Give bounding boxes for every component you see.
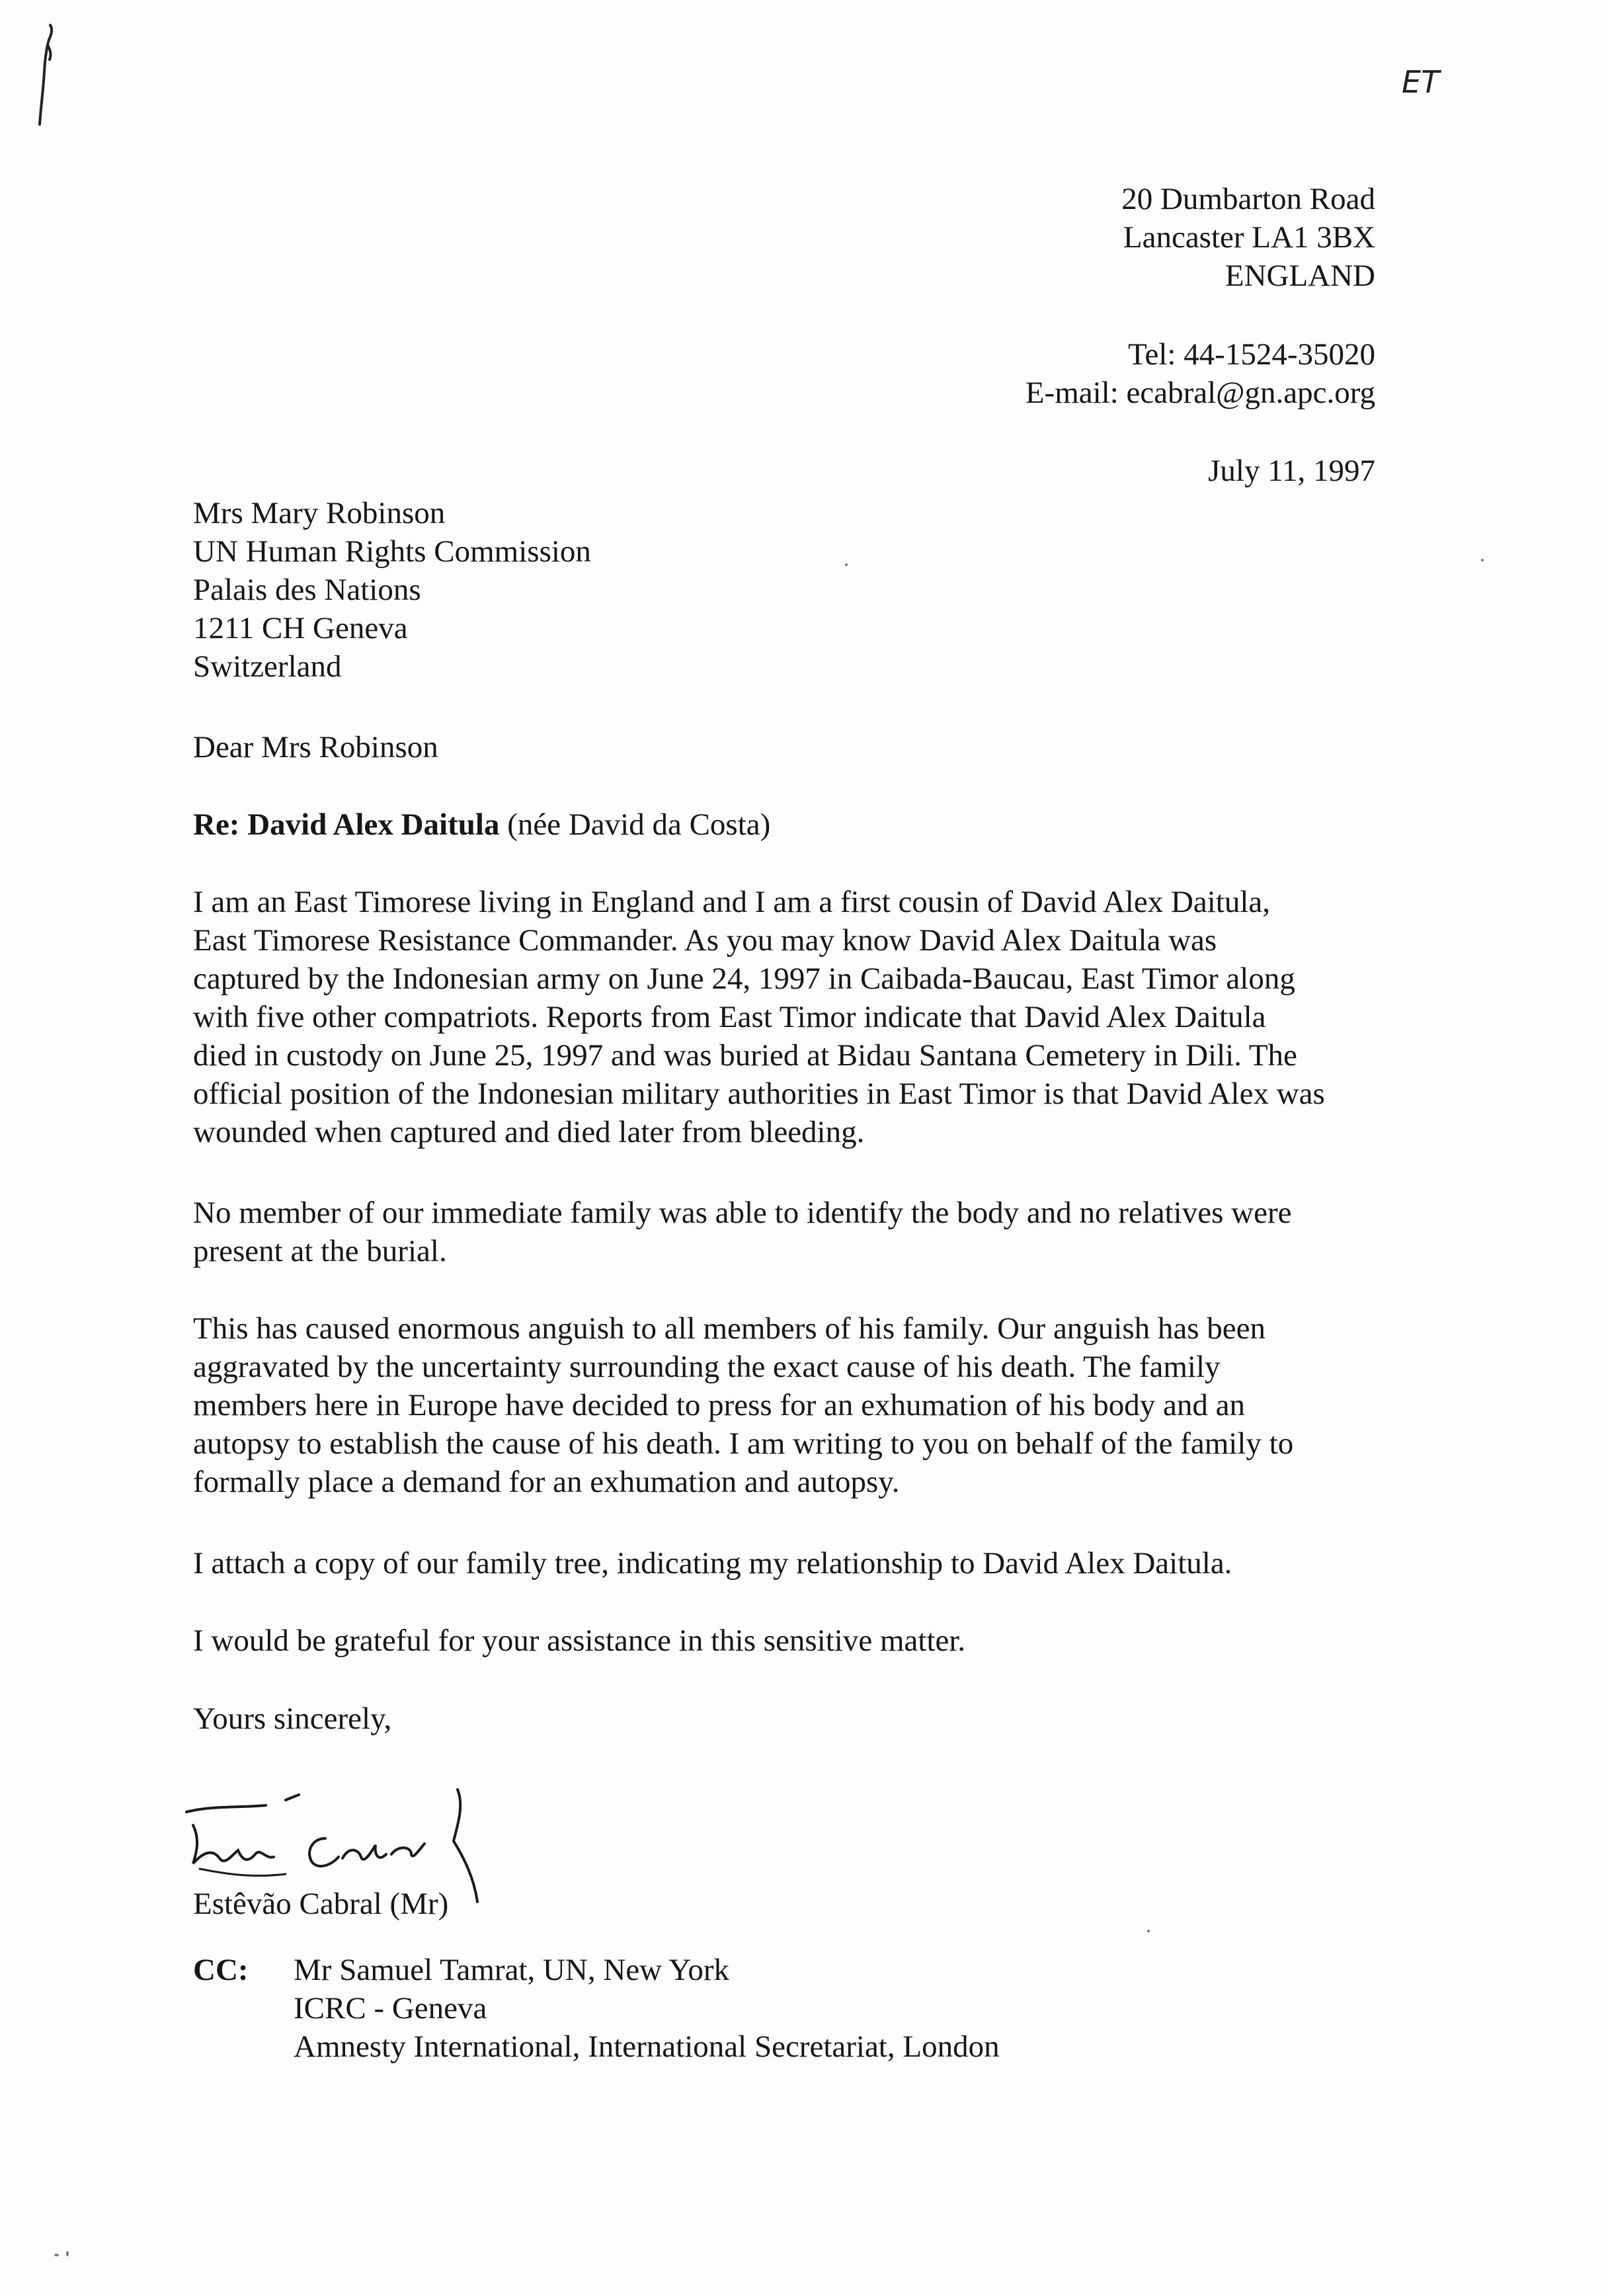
recipient-line: UN Human Rights Commission [193,534,591,569]
paragraph-line: I attach a copy of our family tree, indicating my relationship to David Alex Daitula. [193,1546,1232,1580]
sender-address-line: 20 Dumbarton Road [1121,182,1375,216]
paragraph-line: formally place a demand for an exhumation and autopsy. [193,1465,900,1499]
recipient-address [193,494,591,686]
sender-contact [1025,335,1375,412]
paragraph-line: autopsy to establish the cause of his death. I am writing to you on behalf of the family to [193,1426,1294,1461]
scan-speck [1147,1930,1150,1932]
paragraph-line: East Timorese Resistance Commander. As you may know David Alex Daitula was [193,923,1217,958]
recipient-line: Mrs Mary Robinson [193,496,446,530]
svg-text:ET: ET [1402,64,1440,100]
scan-speck [66,2251,69,2256]
scan-speck [845,563,848,566]
cc-recipient: Mr Samuel Tamrat, UN, New York [294,1953,730,1987]
paragraph-line: aggravated by the uncertainty surrounding the exact cause of his death. The family [193,1350,1221,1384]
sender-tel: Tel: 44-1524-35020 [1128,337,1375,372]
paragraph-1 [193,883,1383,1151]
subject-suffix: (née David da Costa) [499,807,771,842]
paragraph-2 [193,1194,1383,1270]
scan-speck [1481,559,1484,561]
sender-email: E-mail: ecabral@gn.apc.org [1025,376,1375,410]
sender-address-line: ENGLAND [1225,259,1375,293]
salutation-text: Dear Mrs Robinson [193,730,438,764]
paragraph-line: No member of our immediate family was able to identify the body and no relatives were [193,1196,1292,1230]
paragraph-line: I would be grateful for your assistance in this sensitive matter. [193,1623,966,1658]
corner-initials [1402,61,1474,101]
cc-recipient: ICRC - Geneva [294,1991,487,2026]
paragraph-line: members here in Europe have decided to press for an exhumation of his body and an [193,1388,1245,1422]
closing-text: Yours sincerely, [193,1702,392,1736]
letter-date [1208,452,1375,490]
paragraph-4 [193,1544,1383,1582]
signatory-name [193,1885,448,1923]
cc-recipient-list [294,1951,1000,2066]
paragraph-line: I am an East Timorese living in England and I am a first cousin of David Alex Daitula, [193,885,1271,919]
paragraph-line: with five other compatriots. Reports from East Timor indicate that David Alex Daitula [193,1000,1266,1034]
recipient-line: Switzerland [193,649,342,684]
paragraph-line: present at the burial. [193,1234,447,1268]
recipient-line: 1211 CH Geneva [193,611,408,645]
cc-recipient: Amnesty International, International Secretariat, London [294,2030,1000,2064]
paragraph-line: wounded when captured and died later from bleeding. [193,1115,865,1149]
salutation [193,728,438,766]
sender-address [1121,180,1375,295]
cc-label: CC: [193,1953,249,1987]
paragraph-3 [193,1309,1383,1501]
paragraph-line: captured by the Indonesian army on June 24, 1997 in Caibada-Baucau, East Timor along [193,962,1295,996]
date-text: July 11, 1997 [1208,454,1375,488]
sender-address-line: Lancaster LA1 3BX [1123,220,1375,255]
margin-pen-mark [26,20,66,132]
paragraph-line: This has caused enormous anguish to all members of his family. Our anguish has been [193,1311,1266,1346]
subject-text [193,805,770,844]
subject-line [193,805,770,844]
signatory-text: Estêvão Cabral (Mr) [193,1887,449,1921]
paragraph-line: official position of the Indonesian military authorities in East Timor is that David Alex was [193,1077,1325,1111]
paragraph-5 [193,1621,1383,1660]
subject-prefix: Re: David Alex Daitula [193,807,500,842]
recipient-line: Palais des Nations [193,573,421,607]
paragraph-line: died in custody on June 25, 1997 and was buried at Bidau Santana Cemetery in Dili. The [193,1038,1297,1073]
scan-speck [54,2254,59,2256]
closing [193,1700,391,1738]
